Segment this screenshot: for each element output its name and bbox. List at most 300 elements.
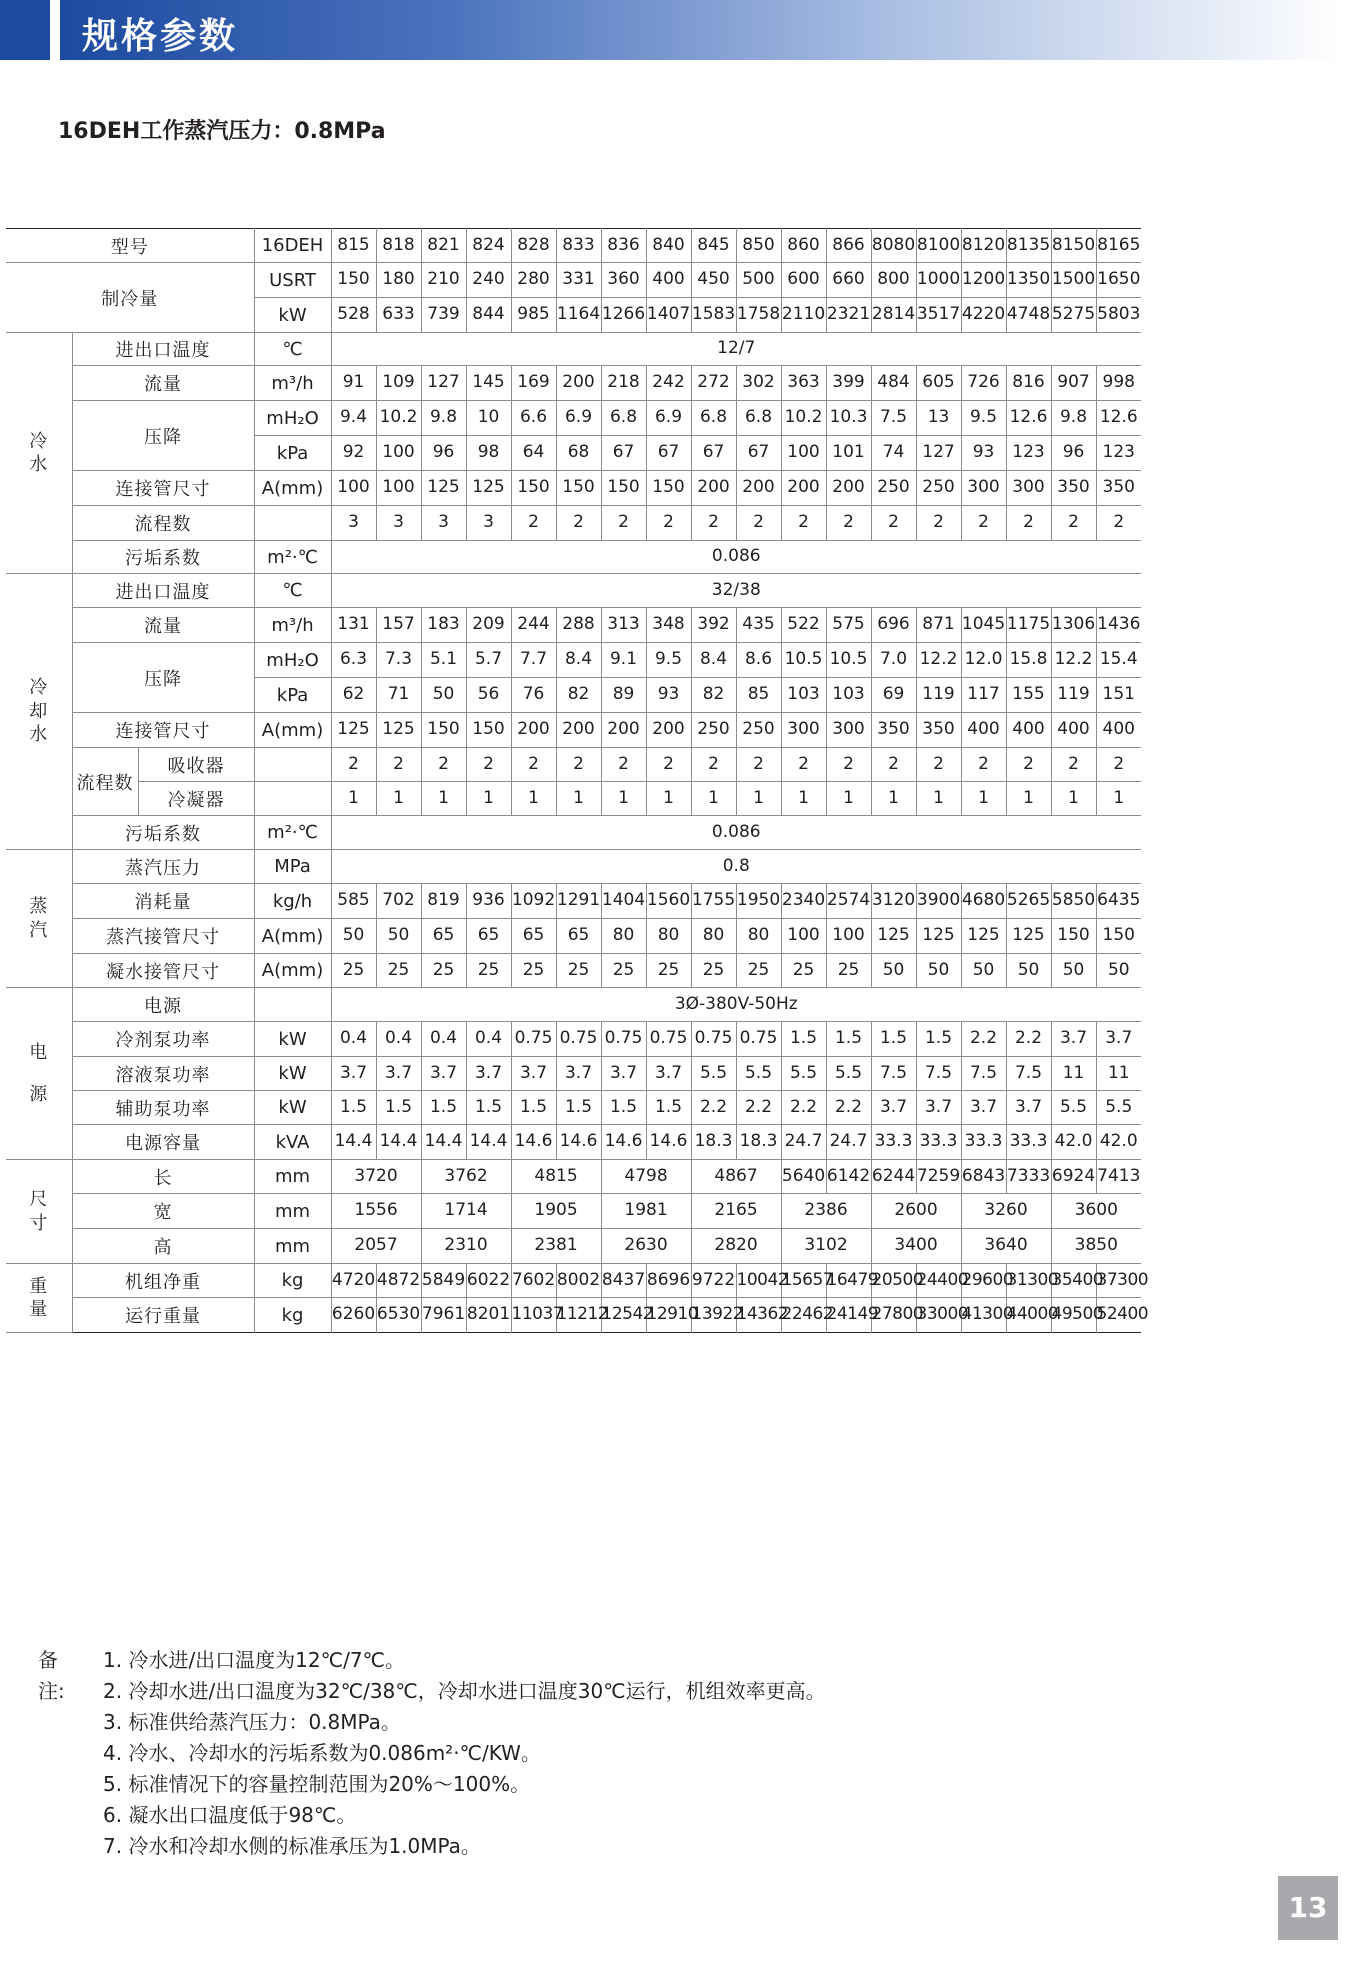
row-unit	[254, 401, 331, 436]
value-cell: 12910	[646, 1298, 691, 1333]
spec-row-cd_flow	[6, 608, 1141, 643]
row-unit	[254, 1022, 331, 1057]
value-cell: 74	[871, 436, 916, 471]
spec-row-cw_dp_m	[6, 401, 1141, 436]
row-unit	[254, 1091, 331, 1125]
value-cell: 2165	[691, 1194, 781, 1229]
value-cell: 300	[826, 713, 871, 748]
value-cell: 3120	[871, 884, 916, 919]
value-cell: 2057	[331, 1229, 421, 1264]
value-cell: 52400	[1096, 1298, 1141, 1333]
row-unit	[254, 333, 331, 366]
spec-row-cap_usrt	[6, 263, 1141, 298]
value-cell: 280	[511, 263, 556, 298]
value-cell: 150	[1096, 919, 1141, 954]
value-cell: 24.7	[826, 1125, 871, 1160]
row-label	[72, 850, 254, 884]
value-cell: 25	[556, 954, 601, 988]
value-cell: 123	[1006, 436, 1051, 471]
value-cell: 157	[376, 608, 421, 643]
value-cell: 1500	[1051, 263, 1096, 298]
row-unit-text: USRT	[269, 269, 316, 291]
value-cell: 871	[916, 608, 961, 643]
value-cell: 80	[691, 919, 736, 954]
spec-row-cd_pass_abs	[6, 748, 1141, 782]
value-cell: 2	[916, 506, 961, 541]
note-text: 3. 标准供给蒸汽压力：0.8MPa。	[103, 1710, 401, 1734]
value-cell: 71	[376, 678, 421, 713]
row-label	[6, 229, 254, 263]
value-cell: 350	[1051, 471, 1096, 506]
row-label-text: 连接管尺寸	[115, 721, 211, 742]
value-cell: 2574	[826, 884, 871, 919]
value-cell: 119	[1051, 678, 1096, 713]
value-cell: 300	[1006, 471, 1051, 506]
value-cell: 399	[826, 366, 871, 401]
row-sublabel	[138, 748, 254, 782]
value-cell: 1950	[736, 884, 781, 919]
value-cell: 0.4	[331, 1022, 376, 1057]
row-sublabel-text: 冷凝器	[167, 789, 225, 811]
row-unit	[254, 229, 331, 263]
value-cell: 3	[376, 506, 421, 541]
value-cell: 1	[691, 782, 736, 816]
value-cell: 936	[466, 884, 511, 919]
spec-row-cw_pipe	[6, 471, 1141, 506]
header-banner	[60, 0, 1345, 60]
value-cell: 50	[1051, 954, 1096, 988]
value-cell: 67	[601, 436, 646, 471]
value-cell: 2	[376, 748, 421, 782]
spec-row-cd_pipe	[6, 713, 1141, 748]
value-cell: 1.5	[871, 1022, 916, 1057]
value-cell: 12542	[601, 1298, 646, 1333]
value-cell: 2	[1006, 748, 1051, 782]
value-cell: 1.5	[646, 1091, 691, 1125]
row-label-text: 长	[153, 1167, 173, 1189]
value-cell: 8002	[556, 1264, 601, 1298]
value-cell: 3400	[871, 1229, 961, 1264]
row-label-text: 连接管尺寸	[115, 479, 211, 500]
value-cell: 62	[331, 678, 376, 713]
model-cell: 828	[511, 229, 556, 263]
value-cell: 1306	[1051, 608, 1096, 643]
value-cell: 3102	[781, 1229, 871, 1264]
value-cell: 3762	[421, 1160, 511, 1194]
value-cell: 5265	[1006, 884, 1051, 919]
value-cell: 10.5	[781, 643, 826, 678]
value-cell: 3517	[916, 298, 961, 333]
value-cell: 150	[331, 263, 376, 298]
spec-row-wt_net	[6, 1264, 1141, 1298]
value-cell: 200	[736, 471, 781, 506]
value-cell: 3.7	[916, 1091, 961, 1125]
value-cell: 37300	[1096, 1264, 1141, 1298]
value-cell: 1905	[511, 1194, 601, 1229]
row-unit-text: kW	[278, 1028, 307, 1050]
value-cell: 1092	[511, 884, 556, 919]
value-cell: 1650	[1096, 263, 1141, 298]
value-cell: 101	[826, 436, 871, 471]
value-cell: 9.8	[421, 401, 466, 436]
value-cell: 1	[871, 782, 916, 816]
value-cell: 5.5	[1051, 1091, 1096, 1125]
value-cell: 2	[871, 748, 916, 782]
spec-row-cw_temp	[6, 333, 1141, 366]
value-cell: 660	[826, 263, 871, 298]
value-cell: 117	[961, 678, 1006, 713]
group-char: 尺	[29, 1189, 49, 1211]
value-cell: 5803	[1096, 298, 1141, 333]
value-cell: 5.5	[826, 1057, 871, 1091]
value-cell: 125	[871, 919, 916, 954]
value-cell: 702	[376, 884, 421, 919]
value-cell: 2	[736, 506, 781, 541]
value-cell: 7602	[511, 1264, 556, 1298]
value-cell: 7.5	[1006, 1057, 1051, 1091]
value-cell: 67	[646, 436, 691, 471]
value-cell: 200	[691, 471, 736, 506]
value-cell: 3260	[961, 1194, 1051, 1229]
row-label-text: 宽	[153, 1202, 173, 1223]
row-unit-text: A(mm)	[261, 477, 324, 499]
value-cell: 6.3	[331, 643, 376, 678]
row-label-text: 高	[153, 1237, 173, 1258]
value-cell: 244	[511, 608, 556, 643]
value-cell: 50	[376, 919, 421, 954]
value-cell: 65	[511, 919, 556, 954]
value-cell: 200	[601, 713, 646, 748]
row-unit-text: m³/h	[271, 372, 314, 394]
value-cell: 100	[331, 471, 376, 506]
spec-row-pw_supply	[6, 988, 1141, 1022]
row-unit-text: kPa	[276, 442, 309, 464]
value-cell: 80	[601, 919, 646, 954]
value-cell: 11037	[511, 1298, 556, 1333]
value-cell: 100	[376, 471, 421, 506]
value-cell: 2	[781, 748, 826, 782]
value-cell: 67	[691, 436, 736, 471]
row-unit-text: kg/h	[272, 890, 313, 912]
value-cell: 2	[961, 748, 1006, 782]
value-cell: 12.6	[1096, 401, 1141, 436]
row-unit	[254, 988, 331, 1022]
note-text: 4. 冷水、冷却水的污垢系数为0.086m²·℃/KW。	[103, 1741, 541, 1765]
value-cell: 242	[646, 366, 691, 401]
value-cell: 12.2	[916, 643, 961, 678]
value-cell: 2	[826, 748, 871, 782]
value-cell: 1.5	[466, 1091, 511, 1125]
value-cell: 3640	[961, 1229, 1051, 1264]
value-cell: 3.7	[421, 1057, 466, 1091]
value-cell: 200	[781, 471, 826, 506]
value-cell: 14.6	[556, 1125, 601, 1160]
value-cell: 2.2	[961, 1022, 1006, 1057]
value-cell: 42.0	[1051, 1125, 1096, 1160]
value-cell: 1	[421, 782, 466, 816]
value-cell: 8.4	[691, 643, 736, 678]
value-cell: 13	[916, 401, 961, 436]
row-unit	[254, 678, 331, 713]
value-cell: 3.7	[601, 1057, 646, 1091]
group-char: 水	[29, 724, 49, 746]
row-unit-text: ℃	[282, 580, 303, 601]
value-cell: 4748	[1006, 298, 1051, 333]
spec-row-dim_l	[6, 1160, 1141, 1194]
value-cell: 96	[421, 436, 466, 471]
value-cell: 218	[601, 366, 646, 401]
value-cell: 10.2	[781, 401, 826, 436]
row-label-text: 机组净重	[125, 1271, 201, 1293]
row-label	[72, 954, 254, 988]
value-cell: 209	[466, 608, 511, 643]
value-cell: 1	[331, 782, 376, 816]
value-cell: 1755	[691, 884, 736, 919]
value-cell: 435	[736, 608, 781, 643]
row-label-text: 电源	[144, 995, 182, 1017]
value-cell: 180	[376, 263, 421, 298]
value-cell: 2310	[421, 1229, 511, 1264]
value-cell: 2	[916, 748, 961, 782]
row-unit	[254, 850, 331, 884]
value-text: 12/7	[717, 338, 756, 359]
value-cell: 1.5	[601, 1091, 646, 1125]
value-cell: 69	[871, 678, 916, 713]
value-cell: 3.7	[1006, 1091, 1051, 1125]
row-value-span	[331, 333, 1141, 366]
value-cell: 10.2	[376, 401, 421, 436]
value-cell: 1291	[556, 884, 601, 919]
value-cell: 82	[556, 678, 601, 713]
value-cell: 350	[1096, 471, 1141, 506]
row-unit-text: 16DEH	[261, 235, 324, 256]
row-label	[72, 401, 254, 471]
spec-row-pw_cap	[6, 1125, 1141, 1160]
value-cell: 14.4	[421, 1125, 466, 1160]
group-label-3	[6, 988, 72, 1160]
value-cell: 123	[1096, 436, 1141, 471]
value-cell: 151	[1096, 678, 1141, 713]
row-label	[72, 1264, 254, 1298]
value-cell: 2340	[781, 884, 826, 919]
row-unit	[254, 506, 331, 541]
row-unit	[254, 574, 331, 608]
value-cell: 2	[1006, 506, 1051, 541]
row-label-text: 溶液泵功率	[115, 1064, 211, 1086]
notes-head: 备注:	[38, 1648, 65, 1703]
model-cell: 845	[691, 229, 736, 263]
value-cell: 1714	[421, 1194, 511, 1229]
row-label	[72, 1160, 254, 1194]
row-label-text: 型号	[110, 236, 149, 258]
value-cell: 250	[691, 713, 736, 748]
value-cell: 1	[601, 782, 646, 816]
row-value-span	[331, 574, 1141, 608]
value-cell: 50	[331, 919, 376, 954]
note-text: 7. 冷水和冷却水侧的标准承压为1.0MPa。	[103, 1834, 481, 1858]
value-cell: 183	[421, 608, 466, 643]
value-cell: 1	[916, 782, 961, 816]
value-cell: 25	[511, 954, 556, 988]
value-cell: 3	[466, 506, 511, 541]
value-cell: 2	[646, 506, 691, 541]
value-cell: 985	[511, 298, 556, 333]
value-text: 3Ø-380V-50Hz	[674, 993, 798, 1014]
value-cell: 0.75	[691, 1022, 736, 1057]
row-unit-text: m²·℃	[267, 822, 318, 843]
value-cell: 4867	[691, 1160, 781, 1194]
spec-row-wt_op	[6, 1298, 1141, 1333]
value-cell: 816	[1006, 366, 1051, 401]
value-cell: 2	[736, 748, 781, 782]
value-cell: 605	[916, 366, 961, 401]
row-unit-text: kW	[278, 304, 307, 326]
value-cell: 50	[871, 954, 916, 988]
value-cell: 484	[871, 366, 916, 401]
row-label-text: 污垢系数	[125, 823, 201, 845]
value-cell: 150	[511, 471, 556, 506]
row-label	[72, 366, 254, 401]
value-cell: 6.6	[511, 401, 556, 436]
value-cell: 2	[601, 506, 646, 541]
value-cell: 65	[556, 919, 601, 954]
row-unit	[254, 643, 331, 678]
value-cell: 150	[601, 471, 646, 506]
group-label-2	[6, 850, 72, 988]
value-cell: 29600	[961, 1264, 1006, 1298]
value-cell: 844	[466, 298, 511, 333]
value-cell: 1	[1051, 782, 1096, 816]
value-cell: 1	[556, 782, 601, 816]
value-cell: 1981	[601, 1194, 691, 1229]
value-cell: 27800	[871, 1298, 916, 1333]
row-label	[72, 1057, 254, 1091]
group-label-4	[6, 1160, 72, 1264]
value-cell: 150	[421, 713, 466, 748]
model-cell: 8120	[961, 229, 1006, 263]
value-cell: 1	[376, 782, 421, 816]
group-char: 蒸	[29, 896, 49, 918]
value-cell: 2	[1051, 748, 1096, 782]
row-label	[72, 919, 254, 954]
value-cell: 3.7	[331, 1057, 376, 1091]
spec-row-st_cond	[6, 954, 1141, 988]
value-cell: 8696	[646, 1264, 691, 1298]
value-cell: 2.2	[781, 1091, 826, 1125]
value-cell: 11	[1096, 1057, 1141, 1091]
value-cell: 12.6	[1006, 401, 1051, 436]
value-cell: 31300	[1006, 1264, 1051, 1298]
value-cell: 575	[826, 608, 871, 643]
value-cell: 10	[466, 401, 511, 436]
model-cell: 860	[781, 229, 826, 263]
value-cell: 6260	[331, 1298, 376, 1333]
value-cell: 585	[331, 884, 376, 919]
model-cell: 833	[556, 229, 601, 263]
row-unit	[254, 954, 331, 988]
value-cell: 300	[781, 713, 826, 748]
group-char: 电	[29, 1042, 49, 1064]
group-char: 冷	[29, 677, 49, 699]
value-cell: 6530	[376, 1298, 421, 1333]
value-cell: 1	[1096, 782, 1141, 816]
value-cell: 93	[646, 678, 691, 713]
row-label	[6, 263, 254, 333]
value-cell: 1200	[961, 263, 1006, 298]
row-label-text: 冷剂泵功率	[115, 1030, 211, 1051]
row-unit	[254, 1264, 331, 1298]
row-unit-text: mH₂O	[266, 649, 319, 671]
row-label	[72, 608, 254, 643]
value-cell: 7.5	[871, 1057, 916, 1091]
value-cell: 64	[511, 436, 556, 471]
row-label	[72, 713, 254, 748]
row-label-text: 蒸汽压力	[125, 857, 201, 879]
row-unit-text: mH₂O	[266, 407, 319, 429]
value-cell: 400	[646, 263, 691, 298]
model-cell: 8150	[1051, 229, 1096, 263]
spec-row-model	[6, 229, 1141, 263]
group-label-5	[6, 1264, 72, 1333]
value-cell: 400	[1096, 713, 1141, 748]
row-label-text: 制冷量	[101, 288, 159, 310]
value-cell: 3.7	[1096, 1022, 1141, 1057]
value-cell: 25	[736, 954, 781, 988]
value-cell: 10.3	[826, 401, 871, 436]
value-cell: 3	[421, 506, 466, 541]
value-cell: 65	[421, 919, 466, 954]
value-cell: 44000	[1006, 1298, 1051, 1333]
value-cell: 125	[421, 471, 466, 506]
row-unit	[254, 263, 331, 298]
value-cell: 2	[466, 748, 511, 782]
row-unit-text: kVA	[275, 1131, 310, 1153]
value-cell: 15657	[781, 1264, 826, 1298]
value-text: 0.086	[711, 546, 761, 567]
value-cell: 25	[691, 954, 736, 988]
header-accent-square	[0, 0, 50, 60]
row-label-text: 进出口温度	[115, 340, 211, 361]
row-label	[72, 333, 254, 366]
value-cell: 150	[1051, 919, 1096, 954]
value-cell: 2	[556, 748, 601, 782]
spec-row-cw_foul	[6, 541, 1141, 574]
row-unit-text: mm	[274, 1166, 311, 1187]
value-cell: 600	[781, 263, 826, 298]
value-cell: 0.4	[466, 1022, 511, 1057]
value-cell: 125	[916, 919, 961, 954]
value-cell: 9.4	[331, 401, 376, 436]
value-cell: 14362	[736, 1298, 781, 1333]
value-cell: 313	[601, 608, 646, 643]
value-cell: 65	[466, 919, 511, 954]
value-cell: 5.5	[736, 1057, 781, 1091]
note-text: 1. 冷水进/出口温度为12℃/7℃。	[103, 1648, 406, 1672]
value-cell: 392	[691, 608, 736, 643]
spec-row-cw_flow	[6, 366, 1141, 401]
value-cell: 1.5	[826, 1022, 871, 1057]
value-text: 0.8	[722, 855, 750, 876]
row-label	[72, 541, 254, 574]
value-cell: 119	[916, 678, 961, 713]
value-cell: 14.6	[511, 1125, 556, 1160]
value-cell: 2	[691, 748, 736, 782]
value-cell: 8.6	[736, 643, 781, 678]
value-cell: 1	[1006, 782, 1051, 816]
note-text: 6. 凝水出口温度低于98℃。	[103, 1803, 357, 1827]
value-cell: 93	[961, 436, 1006, 471]
value-cell: 2	[1096, 506, 1141, 541]
